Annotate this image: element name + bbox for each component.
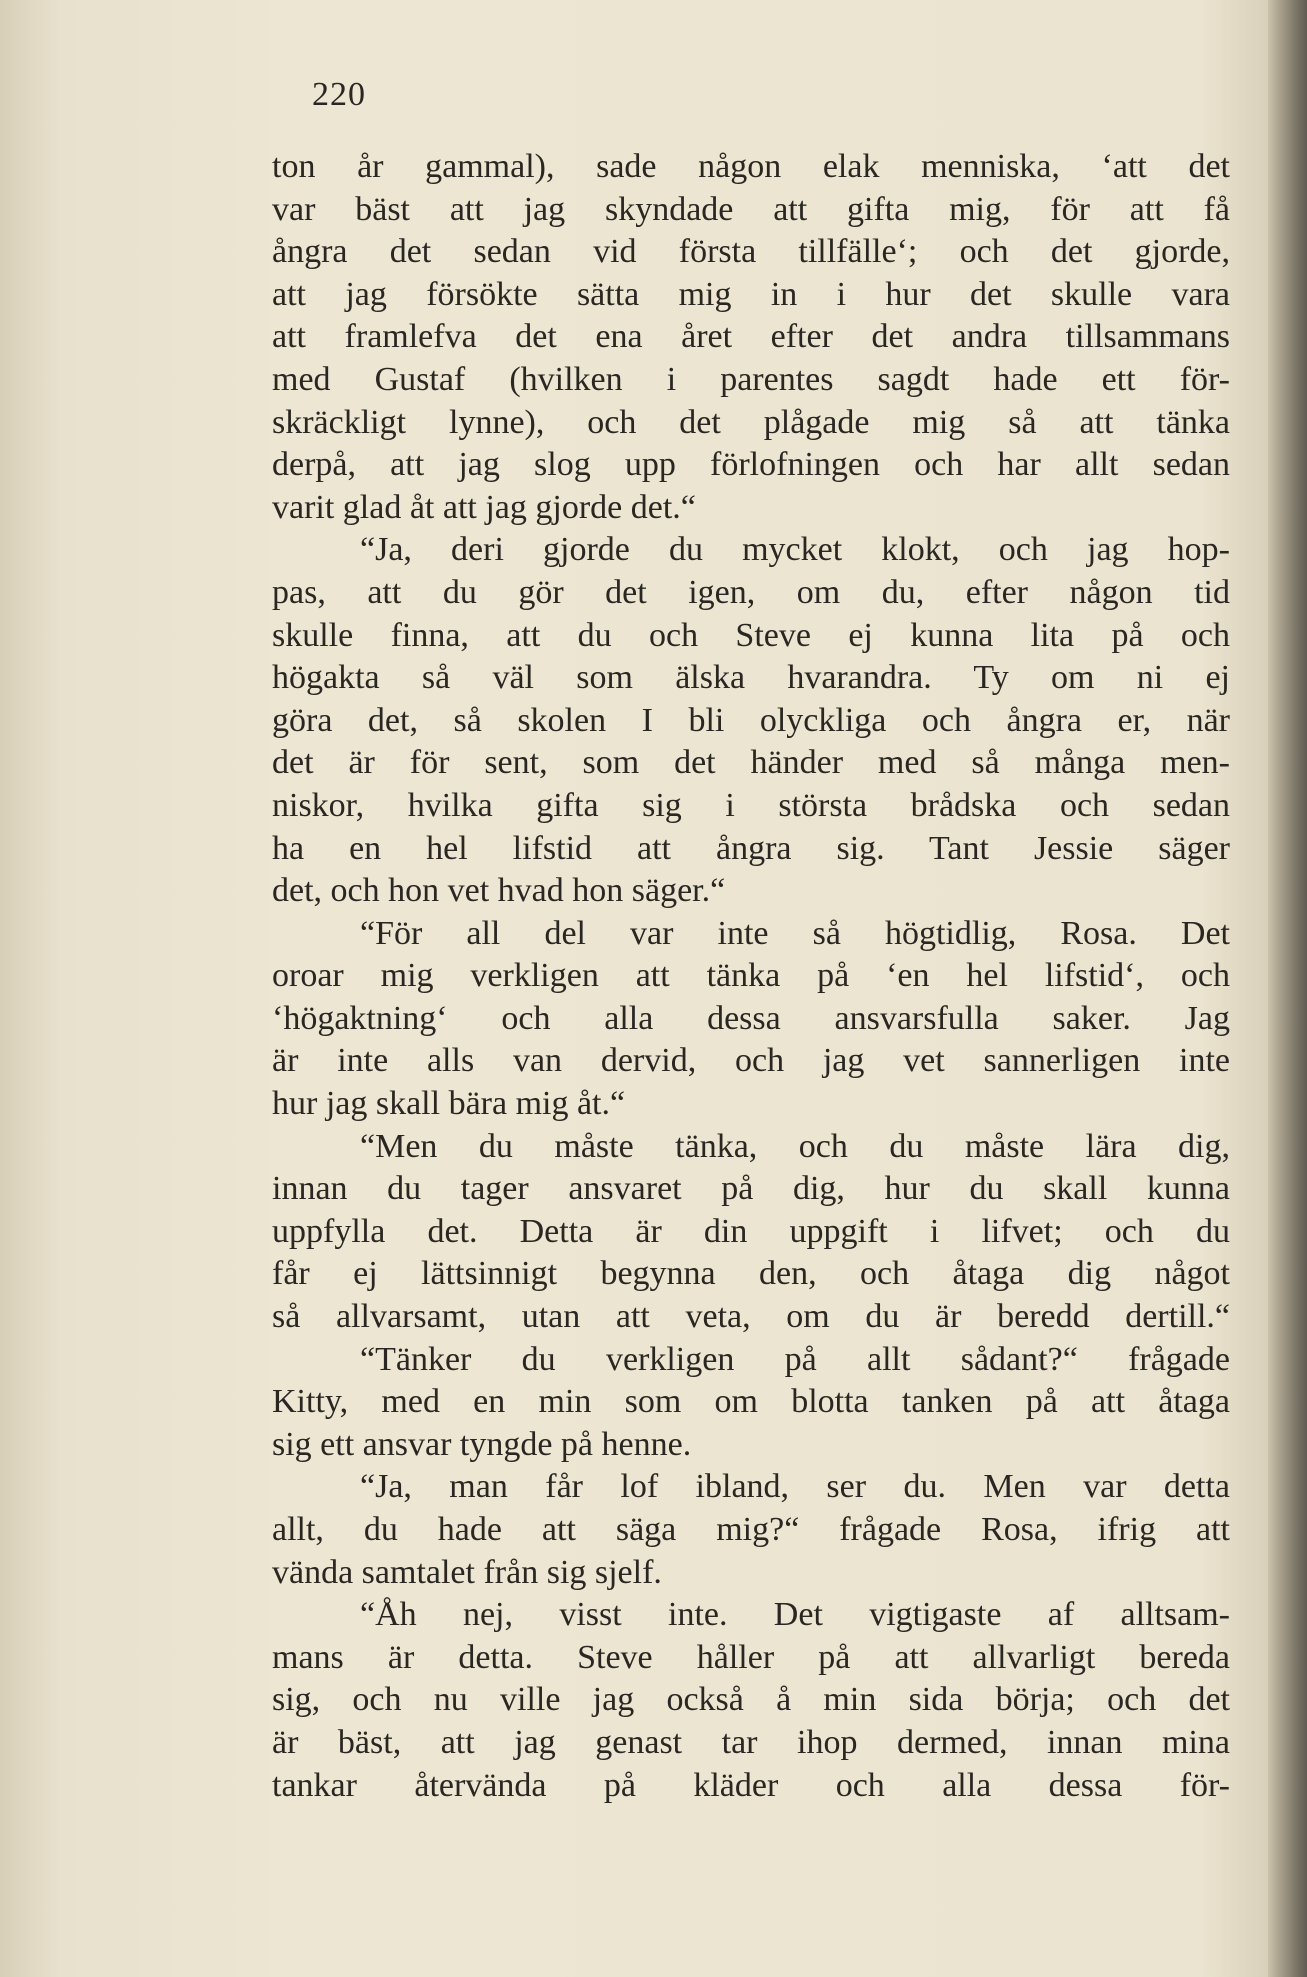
text-line: är inte alls van dervid, och jag vet sannerligen inte [272, 1042, 1230, 1080]
text-line: Kitty, med en min som om blotta tanken på att åtaga [272, 1383, 1230, 1421]
text-line: ‘högaktning‘ och alla dessa ansvarsfulla saker. Jag [272, 999, 1230, 1037]
text-line: att framlefva det ena året efter det andra tillsammans [272, 318, 1230, 356]
text-line: vända samtalet från sig sjelf. [272, 1553, 662, 1591]
text-line: “Tänker du verkligen på allt sådant?“ frågade [360, 1340, 1230, 1378]
text-line: sig ett ansvar tyngde på henne. [272, 1425, 692, 1463]
text-line: skräckligt lynne), och det plågade mig så att tänka [272, 403, 1230, 441]
text-line: ton år gammal), sade någon elak menniska, ‘att det [272, 148, 1230, 185]
text-line: derpå, att jag slog upp förlofningen och har allt sedan [272, 446, 1230, 484]
text-line: innan du tager ansvaret på dig, hur du skall kunna [272, 1170, 1230, 1208]
text-line: tankar återvända på kläder och alla dessa för- [272, 1766, 1230, 1804]
text-line: niskor, hvilka gifta sig i största brådska och sedan [272, 786, 1230, 824]
text-line: “Ja, deri gjorde du mycket klokt, och jag hop- [360, 531, 1230, 569]
text-line: hur jag skall bära mig åt.“ [272, 1085, 626, 1123]
text-line: “För all del var inte så högtidlig, Rosa. Det [360, 914, 1230, 952]
text-line: är bäst, att jag genast tar ihop dermed, innan mina [272, 1723, 1230, 1761]
text-line: mans är detta. Steve håller på att allvarligt bereda [272, 1638, 1230, 1676]
text-line: “Åh nej, visst inte. Det vigtigaste af alltsam- [360, 1596, 1230, 1634]
text-line: var bäst att jag skyndade att gifta mig, för att få [272, 190, 1230, 228]
text-line: varit glad åt att jag gjorde det.“ [272, 488, 696, 526]
text-line: allt, du hade att säga mig?“ frågade Rosa, ifrig att [272, 1511, 1230, 1548]
body-text [272, 146, 1230, 1807]
text-line: sig, och nu ville jag också å min sida börja; och det [272, 1681, 1230, 1719]
text-line: uppfylla det. Detta är din uppgift i lifvet; och du [272, 1212, 1230, 1250]
text-line: oroar mig verkligen att tänka på ‘en hel lifstid‘, och [272, 957, 1230, 995]
text-line: “Men du måste tänka, och du måste lära dig, [360, 1127, 1230, 1165]
text-line: att jag försökte sätta mig in i hur det skulle vara [272, 275, 1230, 313]
text-line: “Ja, man får lof ibland, ser du. Men var detta [360, 1468, 1230, 1506]
text-line: göra det, så skolen I bli olyckliga och ångra er, när [272, 701, 1230, 739]
text-line: får ej lättsinnigt begynna den, och åtaga dig något [272, 1255, 1230, 1293]
text-line: ångra det sedan vid första tillfälle‘; och det gjorde, [272, 233, 1230, 271]
page-number: 220 [312, 76, 366, 113]
text-line: det är för sent, som det händer med så många men- [272, 744, 1230, 782]
text-line: högakta så väl som älska hvarandra. Ty om ni ej [272, 659, 1230, 697]
text-line: skulle finna, att du och Steve ej kunna lita på och [272, 616, 1230, 654]
text-line: ha en hel lifstid att ångra sig. Tant Jessie säger [272, 829, 1230, 867]
text-line: det, och hon vet hvad hon säger.“ [272, 872, 726, 910]
text-line: pas, att du gör det igen, om du, efter någon tid [272, 573, 1230, 611]
text-line: så allvarsamt, utan att veta, om du är beredd dertill.“ [272, 1298, 1230, 1336]
text-line: med Gustaf (hvilken i parentes sagdt hade ett för- [272, 360, 1230, 398]
book-binding-edge [1268, 0, 1307, 1977]
